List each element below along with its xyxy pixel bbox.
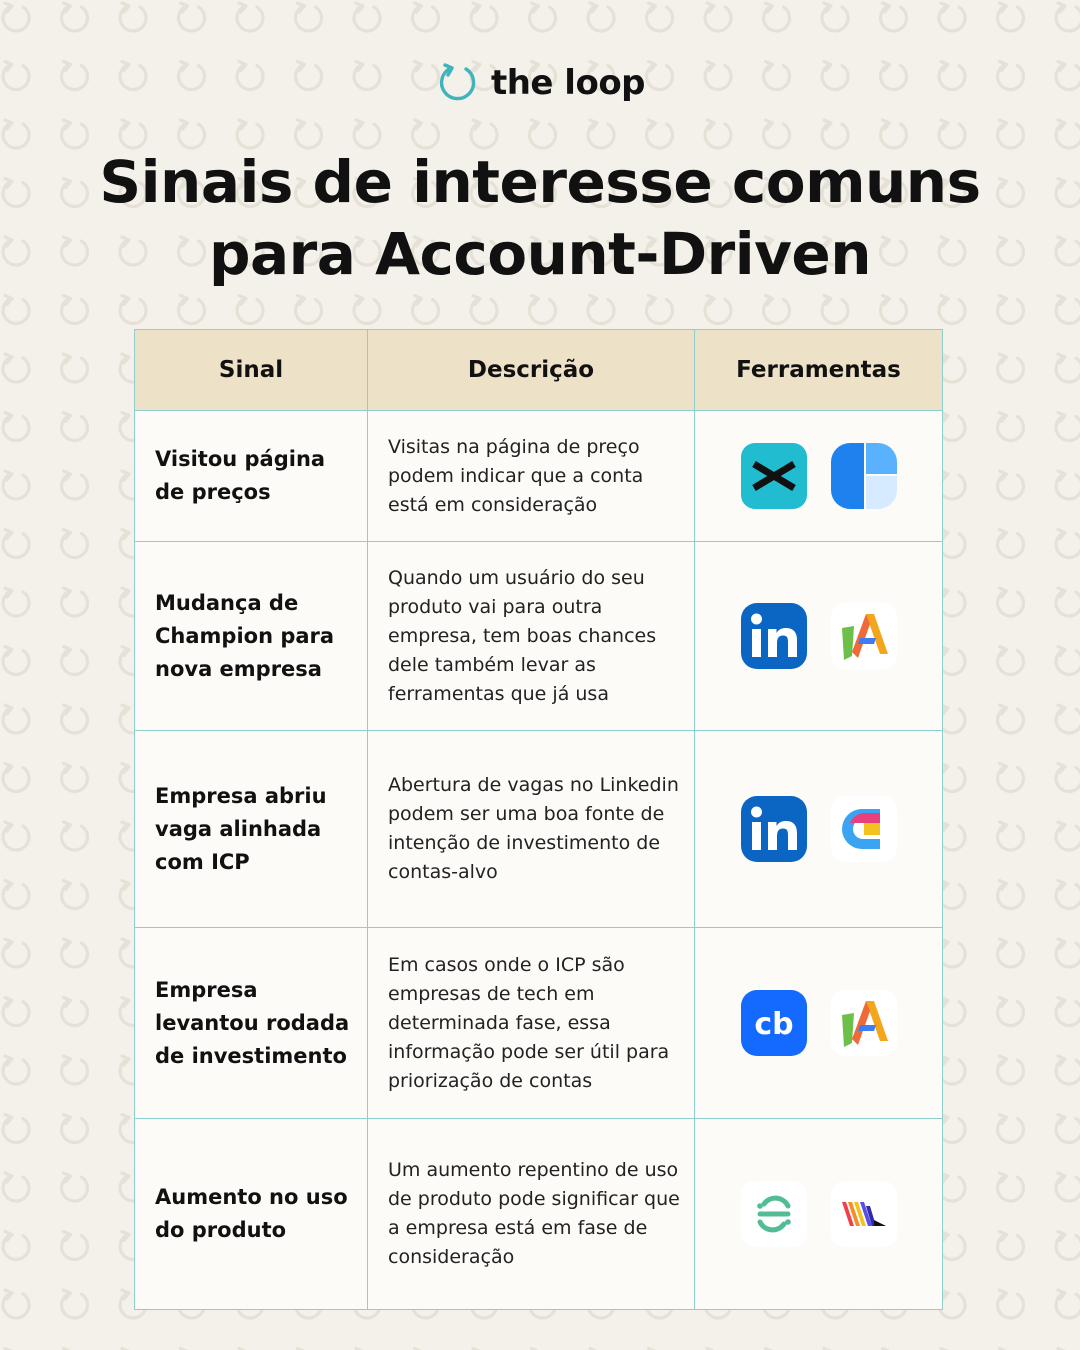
mixpanel-logo-icon [830,1180,898,1248]
header-ferramentas: Ferramentas [695,330,943,411]
signal-cell: Mudança de Champion para nova empresa [135,542,368,731]
apollo-logo-icon [830,602,898,670]
chevrons-logo-icon [740,442,808,510]
brand-name: the loop [490,63,646,103]
linkedin-icon [740,795,808,863]
linkedin-icon [740,602,808,670]
tools-cell [695,731,943,928]
tools-cell [695,411,943,542]
signals-table [134,329,943,1310]
signal-cell: Visitou página de preços [135,411,368,542]
svg-text:cb: cb [753,1007,794,1042]
header-descricao: Descrição [368,330,695,411]
loop-arrow-icon [435,60,481,106]
tools-cell [695,928,943,1119]
table-header-row [135,330,943,411]
table-row [135,928,943,1119]
crunchbase-icon [740,989,808,1057]
blue-panels-logo-icon [830,442,898,510]
signal-cell: Aumento no uso do produto [135,1119,368,1310]
description-cell: Quando um usuário do seu produto vai para outra empresa, tem boas chances dele também levar as ferramentas que já usa [368,542,695,731]
description-cell: Em casos onde o ICP são empresas de tech em determinada fase, essa informação pode ser útil para priorização de contas [368,928,695,1119]
table-row [135,542,943,731]
signal-cell: Empresa levantou rodada de investimento [135,928,368,1119]
c-logo-icon [830,795,898,863]
description-cell: Abertura de vagas no Linkedin podem ser uma boa fonte de intenção de investimento de contas-alvo [368,731,695,928]
brand-logo [0,60,1080,106]
table-row [135,731,943,928]
table-row [135,1119,943,1310]
description-cell: Visitas na página de preço podem indicar que a conta está em consideração [368,411,695,542]
title-line-2: para Account-Driven [208,220,872,288]
header-sinal: Sinal [135,330,368,411]
tools-cell [695,1119,943,1310]
segment-logo-icon [740,1180,808,1248]
title-line-1: Sinais de interesse comuns [99,148,981,216]
tools-cell [695,542,943,731]
apollo-logo-icon [830,989,898,1057]
page-title [40,146,1040,290]
table-row [135,411,943,542]
signal-cell: Empresa abriu vaga alinhada com ICP [135,731,368,928]
description-cell: Um aumento repentino de uso de produto pode significar que a empresa está em fase de consideração [368,1119,695,1310]
